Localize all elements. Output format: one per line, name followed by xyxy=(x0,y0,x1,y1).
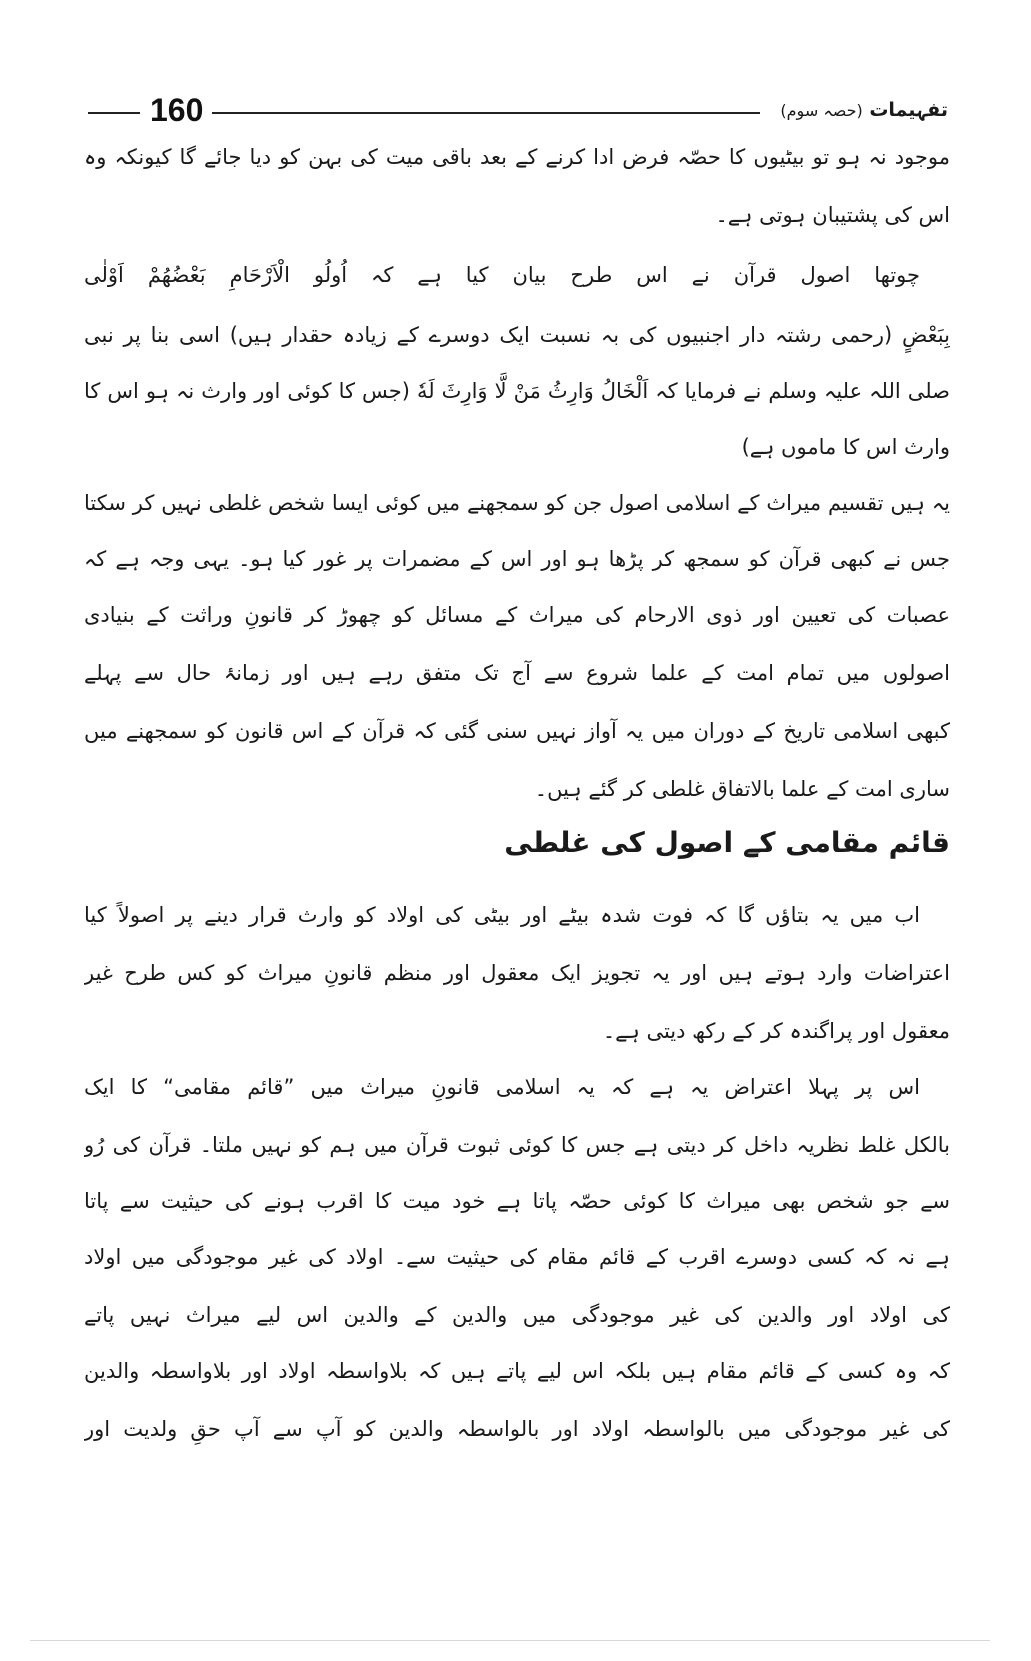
text-line-22: کی غیر موجودگی میں بالواسطہ اولاد اور بالواسطہ والدین کو آپ سے آپ حقِ ولدیت اور xyxy=(84,1417,950,1441)
running-title xyxy=(780,90,948,131)
text-line-13: اب میں یہ بتاؤں گا کہ فوت شدہ بیٹے اور بیٹی کی اولاد کو وارث قرار دینے پر اصولاً کیا xyxy=(84,903,920,927)
text-line-15: معقول اور پراگندہ کر کے رکھ دیتی ہے۔ xyxy=(602,1019,950,1043)
text-line-10: اصولوں میں تمام امت کے علما شروع سے آج تک متفق رہے ہیں اور زمانۂ حال سے پہلے xyxy=(84,661,950,685)
text-line-1: موجود نہ ہو تو بیٹیوں کا حصّہ فرض ادا کرنے کے بعد باقی میت کی بہن کو دیا جائے گا کیونکہ وہ xyxy=(84,145,950,169)
text-line-8: جس نے کبھی قرآن کو سمجھ کر پڑھا ہو اور اس کے مضمرات پر غور کیا ہو۔ یہی وجہ ہے کہ xyxy=(84,547,950,571)
text-line-17: بالکل غلط نظریہ داخل کر دیتی ہے جس کا کوئی ثبوت قرآن میں ہم کو نہیں ملتا۔ قرآن کی رُو xyxy=(84,1133,950,1157)
text-line-12: ساری امت کے علما بالاتفاق غلطی کر گئے ہیں۔ xyxy=(534,777,950,801)
text-line-7: یہ ہیں تقسیم میراث کے اسلامی اصول جن کو سمجھنے میں کوئی ایسا شخص غلطی نہیں کر سکتا xyxy=(84,491,950,515)
text-line-16: اس پر پہلا اعتراض یہ ہے کہ یہ اسلامی قانونِ میراث میں ”قائم مقامی“ کا ایک xyxy=(84,1075,920,1099)
text-line-3: چوتھا اصول قرآن نے اس طرح بیان کیا ہے کہ اُولُو الْاَرْحَامِ بَعْضُهُمْ اَوْلٰى xyxy=(84,263,920,287)
text-line-9: عصبات کی تعیین اور ذوی الارحام کی میراث کے مسائل کو چھوڑ کر قانونِ وراثت کے بنیادی xyxy=(84,603,950,627)
header-rule-left xyxy=(88,112,140,114)
section-heading: قائم مقامی کے اصول کی غلطی xyxy=(504,826,950,859)
page-number: 160 xyxy=(150,92,204,128)
page-header xyxy=(88,90,948,130)
text-line-19: ہے نہ کہ کسی دوسرے اقرب کے قائم مقام کی حیثیت سے۔ اولاد کی غیر موجودگی میں اولاد xyxy=(84,1245,950,1269)
text-line-5: صلی اللہ علیہ وسلم نے فرمایا کہ اَلْخَالُ وَارِثُ مَنْ لَّا وَارِثَ لَهٗ (جس کا کوئی اور وارث نہ ہو اس کا xyxy=(84,379,950,403)
running-title-book: تفہیمات xyxy=(869,99,948,121)
header-rule-right xyxy=(212,112,760,114)
page-bottom-edge xyxy=(30,1640,990,1641)
running-title-part: (حصہ سوم) xyxy=(780,101,863,120)
text-line-6: وارث اس کا ماموں ہے) xyxy=(741,435,950,459)
text-line-14: اعتراضات وارد ہوتے ہیں اور یہ تجویز ایک معقول اور منظم قانونِ میراث کو کس طرح غیر xyxy=(84,961,950,985)
text-line-21: کہ وہ کسی کے قائم مقام ہیں بلکہ اس لیے پاتے ہیں کہ بلاواسطہ اولاد اور بلاواسطہ والدین xyxy=(84,1359,950,1383)
text-line-4: بِبَعْضٍ (رحمی رشتہ دار اجنبیوں کی بہ نسبت ایک دوسرے کے زیادہ حقدار ہیں) اسی بنا پر نبی xyxy=(84,323,950,347)
text-line-2: اس کی پشتیبان ہوتی ہے۔ xyxy=(715,203,950,227)
text-line-20: کی اولاد اور والدین کی غیر موجودگی میں والدین کے والدین اس لیے میراث نہیں پاتے xyxy=(84,1303,950,1327)
text-line-18: سے جو شخص بھی میراث کا کوئی حصّہ پاتا ہے خود میت کا اقرب ہونے کی حیثیت سے پاتا xyxy=(84,1189,950,1213)
text-line-11: کبھی اسلامی تاریخ کے دوران میں یہ آواز نہیں سنی گئی کہ قرآن کے اس قانون کو سمجھنے میں xyxy=(84,719,950,743)
